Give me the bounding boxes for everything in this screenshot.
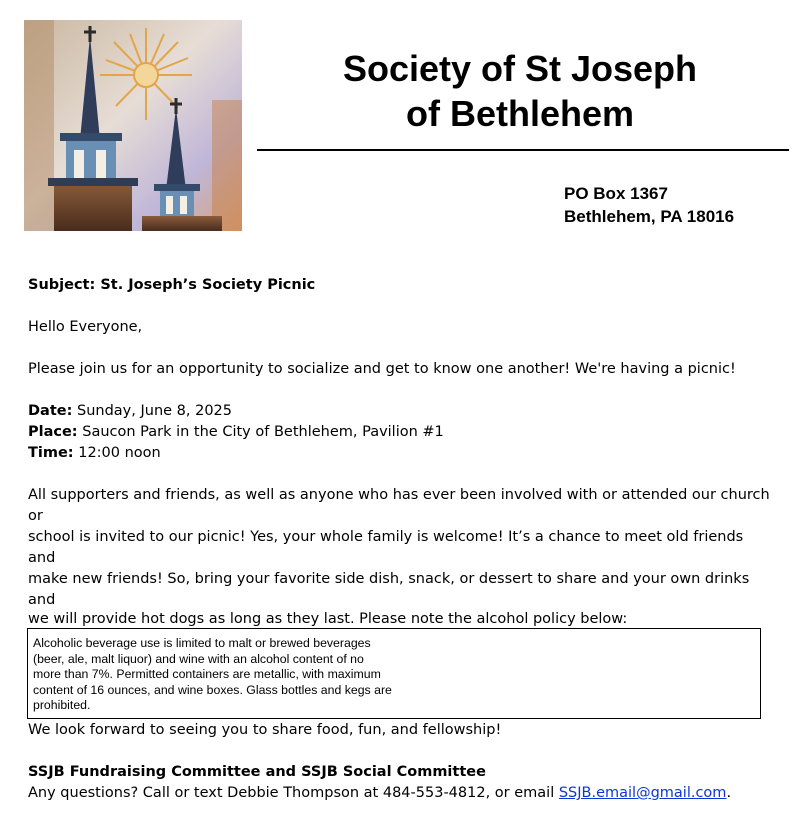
time-label: Time: [28, 445, 74, 461]
body-line-2: school is invited to our picnic! Yes, your whole family is welcome! It’s a chance to meet old friends and [28, 529, 744, 566]
contact-line [28, 783, 773, 804]
body-line-4: we will provide hot dogs as long as they last. Please note the alcohol policy below: [28, 611, 628, 627]
place-value: Saucon Park in the City of Bethlehem, Pavilion #1 [77, 424, 444, 440]
organization-title [258, 46, 782, 136]
greeting: Hello Everyone, [28, 319, 143, 335]
contact-suffix: . [726, 785, 732, 801]
subject-line: Subject: St. Joseph’s Society Picnic [28, 277, 316, 293]
alcohol-policy-text: Alcoholic beverage use is limited to malt or brewed beverages (beer, ale, malt liquor) and wine with an alcohol content of no more than 7%. Permitted containers are metallic, with maximum content of 16 ounces, and wine boxes. Glass bottles and kegs are prohibited. [33, 636, 392, 712]
title-divider [257, 149, 789, 151]
alcohol-policy-box [27, 628, 761, 719]
title-line-1: Society of St Joseph [342, 48, 698, 89]
address-line-1: PO Box 1367 [564, 184, 668, 203]
title-line-2: of Bethlehem [405, 93, 635, 134]
address-line-2: Bethlehem, PA 18016 [564, 207, 735, 226]
body-line-1: All supporters and friends, as well as anyone who has ever been involved with or attended our church or [28, 487, 770, 524]
church-steeple-logo [24, 20, 242, 231]
date-label: Date: [28, 403, 73, 419]
date-value: Sunday, June 8, 2025 [72, 403, 233, 419]
letter-body [28, 275, 773, 804]
signature-committees: SSJB Fundraising Committee and SSJB Social Committee [28, 764, 486, 780]
contact-prefix: Any questions? Call or text Debbie Thompson at 484-553-4812, or email [28, 785, 559, 801]
event-time [28, 443, 773, 464]
body-line-3: make new friends! So, bring your favorite side dish, snack, or dessert to share and your own drinks and [28, 571, 750, 608]
closing-line: We look forward to seeing you to share food, fun, and fellowship! [28, 722, 502, 738]
church-steeple-icon [24, 20, 242, 231]
place-label: Place: [28, 424, 78, 440]
time-value: 12:00 noon [73, 445, 161, 461]
event-date [28, 401, 773, 422]
event-place [28, 422, 773, 443]
contact-email-link[interactable]: SSJB.email@gmail.com [558, 785, 727, 801]
intro-paragraph: Please join us for an opportunity to socialize and get to know one another! We're having a picnic! [28, 361, 736, 377]
mailing-address [564, 182, 734, 228]
